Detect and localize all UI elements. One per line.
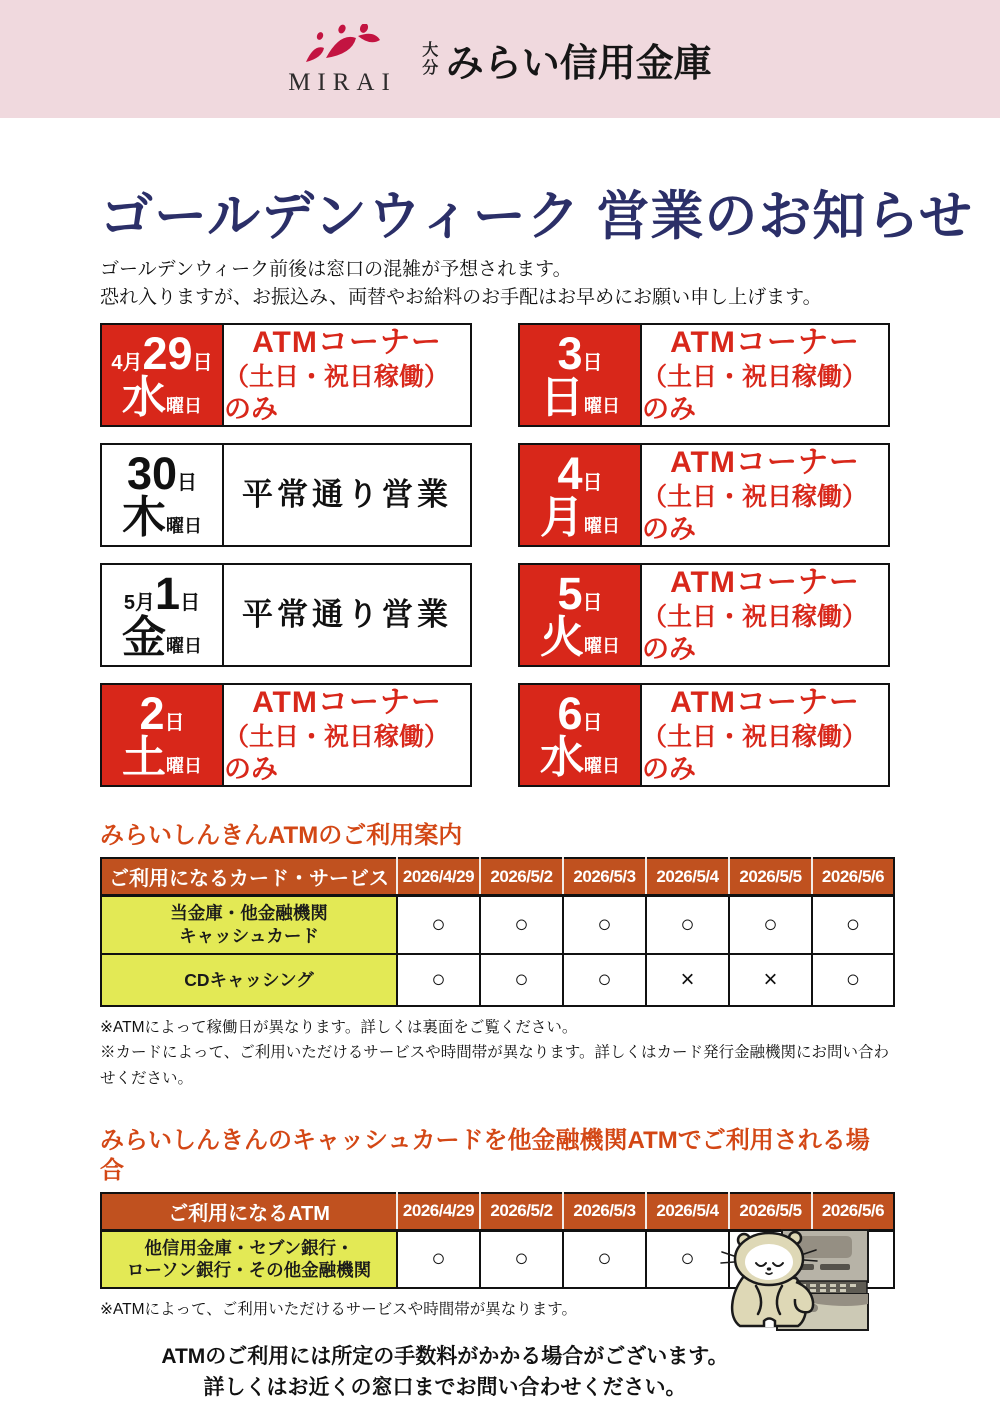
fee-note-line2: 詳しくはお近くの窓口までお問い合わせください。 bbox=[203, 1376, 687, 1400]
schedule-card-may3 bbox=[518, 323, 890, 427]
column-header: 2026/5/4 bbox=[646, 1193, 729, 1231]
day-number: 3 bbox=[557, 327, 583, 379]
content-column bbox=[100, 187, 973, 1404]
weekday: 木 bbox=[122, 492, 166, 542]
weekday-unit: 曜日 bbox=[166, 635, 202, 656]
footer-illustration bbox=[718, 1226, 883, 1337]
atm-only-bold: のみ bbox=[224, 753, 278, 784]
atm-only-line1: ATMコーナー bbox=[252, 326, 442, 360]
month-label: 5月 bbox=[123, 591, 156, 614]
schedule-card-may4 bbox=[518, 443, 890, 547]
day-unit: 日 bbox=[582, 591, 603, 614]
date-block bbox=[520, 565, 642, 665]
intro-line-1: ゴールデンウィーク前後は窓口の混雑が予想されます。 bbox=[100, 259, 572, 281]
day-number: 1 bbox=[155, 567, 181, 619]
weekday-unit: 曜日 bbox=[166, 755, 202, 776]
weekday: 土 bbox=[122, 732, 166, 782]
section-title-other-atm: みらいしんきんのキャッシュカードを他金融機関ATMでご利用される場合 bbox=[100, 1126, 870, 1184]
normal-business-label: 平常通り営業 bbox=[242, 477, 452, 513]
column-header: 2026/4/29 bbox=[397, 858, 480, 896]
column-header: 2026/5/2 bbox=[480, 858, 563, 896]
atm-table-notes bbox=[100, 1015, 893, 1092]
availability-cell: ○ bbox=[480, 896, 563, 954]
date-block bbox=[102, 565, 224, 665]
atm-only-line2: （土日・祝日稼働） bbox=[224, 722, 450, 751]
column-header: 2026/5/2 bbox=[480, 1193, 563, 1231]
intro-text bbox=[100, 256, 893, 311]
day-unit: 日 bbox=[192, 351, 213, 374]
status-block bbox=[224, 445, 470, 545]
mascot-and-atm-icon bbox=[718, 1226, 883, 1332]
normal-business-label: 平常通り営業 bbox=[242, 597, 452, 633]
date-block bbox=[520, 685, 642, 785]
row-label-line1: 他信用金庫・セブン銀行・ bbox=[144, 1237, 354, 1258]
weekday-unit: 曜日 bbox=[584, 755, 620, 776]
atm-only-line2: （土日・祝日稼働） bbox=[642, 362, 868, 391]
section-title-atm-guide: みらいしんきんATMのご利用案内 bbox=[100, 822, 463, 850]
schedule-card-apr30 bbox=[100, 443, 472, 547]
row-label-line1: CDキャッシング bbox=[184, 969, 314, 990]
day-unit: 日 bbox=[582, 351, 603, 374]
atm-only-line1: ATMコーナー bbox=[670, 326, 860, 360]
column-header: 2026/5/3 bbox=[563, 1193, 646, 1231]
weekday: 月 bbox=[540, 492, 584, 542]
schedule-card-may5 bbox=[518, 563, 890, 667]
column-header: 2026/5/5 bbox=[729, 858, 812, 896]
weekday: 火 bbox=[540, 612, 584, 662]
atm-only-line1: ATMコーナー bbox=[252, 686, 442, 720]
schedule-card-may2 bbox=[100, 683, 472, 787]
day-number: 5 bbox=[557, 567, 583, 619]
weekday: 金 bbox=[122, 612, 166, 662]
availability-cell: ○ bbox=[812, 954, 894, 1006]
status-block bbox=[224, 685, 470, 785]
weekday-unit: 曜日 bbox=[584, 395, 620, 416]
atm-only-line2: （土日・祝日稼働） bbox=[642, 602, 868, 631]
row-label-line2: キャッシュカード bbox=[179, 926, 319, 947]
page-title: ゴールデンウィーク 営業のお知らせ bbox=[100, 187, 973, 246]
weekday: 日 bbox=[540, 372, 584, 422]
day-unit: 日 bbox=[177, 471, 198, 494]
weekday: 水 bbox=[540, 732, 584, 782]
availability-cell: ○ bbox=[397, 896, 480, 954]
availability-cell: ○ bbox=[646, 1230, 729, 1288]
row-label bbox=[101, 896, 397, 954]
availability-cell: ○ bbox=[812, 896, 894, 954]
weekday-unit: 曜日 bbox=[584, 635, 620, 656]
status-block bbox=[224, 325, 470, 425]
date-block bbox=[102, 685, 224, 785]
day-unit: 日 bbox=[180, 591, 201, 614]
table-header-row bbox=[101, 858, 894, 896]
fee-note bbox=[135, 1341, 755, 1404]
availability-cell: ○ bbox=[563, 954, 646, 1006]
schedule-cards bbox=[100, 323, 893, 787]
atm-only-bold: のみ bbox=[642, 753, 696, 784]
weekday-unit: 曜日 bbox=[584, 515, 620, 536]
atm-only-line2: （土日・祝日稼働） bbox=[642, 722, 868, 751]
date-block bbox=[520, 325, 642, 425]
atm-only-bold: のみ bbox=[642, 513, 696, 544]
availability-cell: ○ bbox=[563, 1230, 646, 1288]
weekday: 水 bbox=[122, 372, 166, 422]
row-label-line2: ローソン銀行・その他金融機関 bbox=[126, 1260, 372, 1281]
organization-name bbox=[417, 32, 712, 87]
availability-cell: ○ bbox=[397, 954, 480, 1006]
atm-availability-table bbox=[100, 857, 895, 1007]
header-band bbox=[0, 0, 1000, 118]
availability-cell: × bbox=[646, 954, 729, 1006]
weekday-unit: 曜日 bbox=[166, 395, 202, 416]
weekday-unit: 曜日 bbox=[166, 515, 202, 536]
mirai-logo bbox=[288, 24, 397, 95]
row-label-line1: 当金庫・他金融機関 bbox=[170, 903, 328, 924]
column-header: 2026/5/3 bbox=[563, 858, 646, 896]
table-row bbox=[101, 896, 894, 954]
atm-only-bold: のみ bbox=[642, 633, 696, 664]
column-header: 2026/5/5 bbox=[729, 1193, 812, 1231]
day-number: 29 bbox=[142, 327, 193, 379]
note-line: ※カードによって、ご利用いただけるサービスや時間帯が異なります。詳しくはカード発行金融機関にお問い合わせください。 bbox=[100, 1044, 889, 1088]
logo-word: MIRAI bbox=[288, 68, 397, 96]
month-label: 4月 bbox=[111, 351, 143, 374]
availability-cell: ○ bbox=[397, 1230, 480, 1288]
mirai-brushmark-icon bbox=[296, 24, 388, 68]
fee-note-line1: ATMのご利用には所定の手数料がかかる場合がございます。 bbox=[161, 1344, 729, 1368]
availability-cell: × bbox=[729, 954, 812, 1006]
day-unit: 日 bbox=[164, 711, 185, 734]
date-block bbox=[102, 445, 224, 545]
atm-only-line1: ATMコーナー bbox=[670, 686, 860, 720]
atm-only-line1: ATMコーナー bbox=[670, 446, 860, 480]
status-block bbox=[224, 565, 470, 665]
availability-cell: ○ bbox=[729, 896, 812, 954]
status-block bbox=[642, 685, 888, 785]
date-block bbox=[520, 445, 642, 545]
status-block bbox=[642, 565, 888, 665]
column-header: ご利用になるATM bbox=[101, 1193, 397, 1231]
atm-only-line2: （土日・祝日稼働） bbox=[642, 482, 868, 511]
column-header: 2026/5/4 bbox=[646, 858, 729, 896]
availability-cell: ○ bbox=[563, 896, 646, 954]
intro-line-2: 恐れ入りますが、お振込み、両替やお給料のお手配はお早めにお願い申し上げます。 bbox=[100, 286, 822, 308]
atm-only-bold: のみ bbox=[224, 393, 278, 424]
status-block bbox=[642, 445, 888, 545]
column-header: 2026/5/6 bbox=[812, 858, 894, 896]
day-number: 6 bbox=[557, 687, 583, 739]
availability-cell: ○ bbox=[480, 1230, 563, 1288]
availability-cell: ○ bbox=[480, 954, 563, 1006]
note-line: ※ATMによって稼働日が異なります。詳しくは裏面をご覧ください。 bbox=[100, 1018, 578, 1036]
column-header: ご利用になるカード・サービス bbox=[101, 858, 397, 896]
org-prefix: 大分 bbox=[419, 41, 437, 77]
column-header: 2026/5/6 bbox=[812, 1193, 894, 1231]
column-header: 2026/4/29 bbox=[397, 1193, 480, 1231]
day-number: 4 bbox=[557, 447, 583, 499]
org-name: みらい信用金庫 bbox=[445, 42, 712, 85]
day-unit: 日 bbox=[582, 711, 603, 734]
date-block bbox=[102, 325, 224, 425]
row-label bbox=[101, 1230, 397, 1288]
availability-cell: ○ bbox=[646, 896, 729, 954]
atm-only-bold: のみ bbox=[642, 393, 696, 424]
status-block bbox=[642, 325, 888, 425]
schedule-card-may6 bbox=[518, 683, 890, 787]
atm-only-line2: （土日・祝日稼働） bbox=[224, 362, 450, 391]
table-row bbox=[101, 954, 894, 1006]
note-line: ※ATMによって、ご利用いただけるサービスや時間帯が異なります。 bbox=[100, 1301, 578, 1319]
schedule-card-may1 bbox=[100, 563, 472, 667]
atm-only-line1: ATMコーナー bbox=[670, 566, 860, 600]
schedule-card-apr29 bbox=[100, 323, 472, 427]
row-label bbox=[101, 954, 397, 1006]
day-number: 30 bbox=[126, 447, 178, 499]
day-number: 2 bbox=[139, 687, 165, 739]
table-header-row bbox=[101, 1193, 894, 1231]
day-unit: 日 bbox=[582, 471, 603, 494]
